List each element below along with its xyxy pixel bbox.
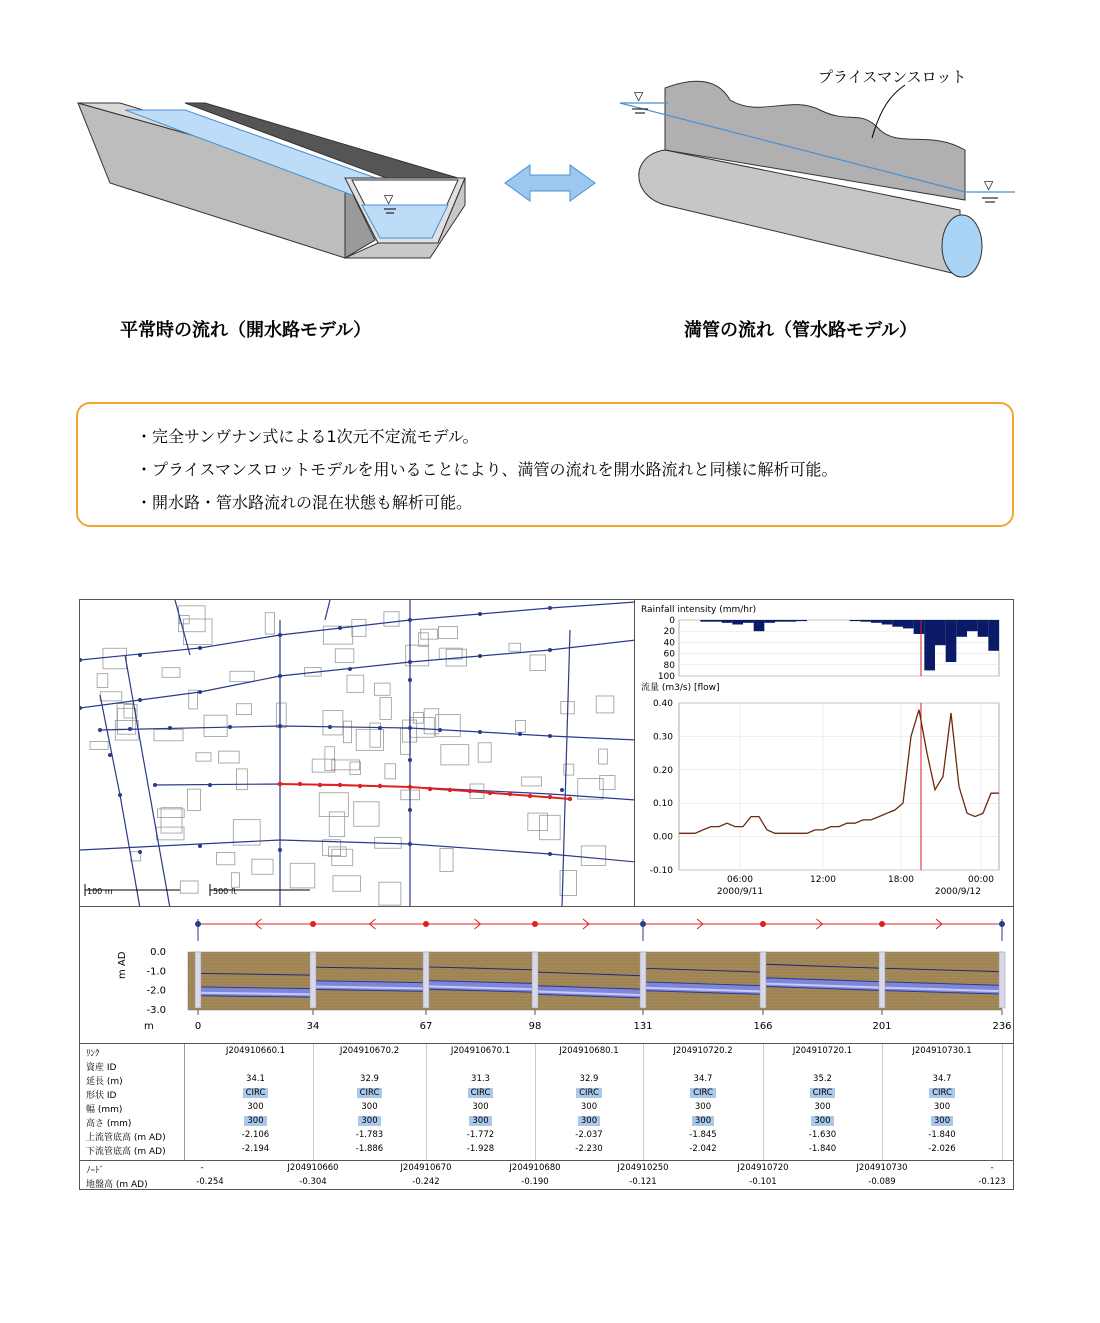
- route-node[interactable]: [548, 795, 552, 799]
- building-outline: [231, 873, 239, 887]
- map-node[interactable]: [138, 653, 142, 657]
- rain-bar: [871, 620, 882, 623]
- route-node[interactable]: [448, 788, 452, 792]
- rain-bar: [700, 620, 711, 622]
- profile-canvas: [80, 907, 1014, 1044]
- building-outline: [380, 698, 391, 720]
- route-node[interactable]: [428, 787, 432, 791]
- profile-node[interactable]: [879, 921, 885, 927]
- link-shape-cell: CIRC: [534, 1088, 644, 1098]
- building-outline: [421, 629, 438, 639]
- building-outline: [161, 808, 182, 833]
- table-section-divider: [80, 1160, 1014, 1161]
- rain-bar: [711, 620, 722, 622]
- map-canvas[interactable]: [80, 600, 635, 907]
- flow-x-tick: 06:00: [727, 875, 753, 885]
- rain-bar: [743, 620, 754, 623]
- map-node[interactable]: [408, 842, 412, 846]
- table-row-label: 資産 ID: [86, 1063, 117, 1073]
- building-outline: [230, 671, 254, 681]
- map-node[interactable]: [548, 648, 552, 652]
- flow-y-tick: 0.40: [652, 699, 673, 709]
- building-outline: [265, 613, 274, 634]
- link-us-invert-cell: -1.840: [928, 1130, 956, 1140]
- link-height-cell: 300: [887, 1116, 997, 1126]
- rain-bar: [914, 620, 925, 634]
- map-node[interactable]: [478, 730, 482, 734]
- building-outline: [180, 881, 198, 893]
- link-shape-cell: CIRC: [426, 1088, 536, 1098]
- node-id-cell: -: [990, 1163, 994, 1173]
- map-node[interactable]: [138, 698, 142, 702]
- open-channel-caption: 平常時の流れ（開水路モデル）: [120, 320, 372, 341]
- rain-bar: [978, 620, 989, 637]
- column-divider: [882, 1044, 883, 1160]
- building-outline: [204, 715, 227, 736]
- rain-bar: [786, 620, 797, 622]
- link-shape-cell: CIRC: [315, 1088, 425, 1098]
- manhole-shaft[interactable]: [310, 952, 316, 1008]
- rain-bar: [775, 620, 786, 622]
- building-outline: [219, 751, 240, 763]
- hydrograph-panel: [634, 599, 1014, 907]
- column-divider: [643, 1044, 644, 1160]
- map-node[interactable]: [198, 690, 202, 694]
- link-height-cell: 300: [768, 1116, 878, 1126]
- route-node[interactable]: [278, 782, 282, 786]
- route-node[interactable]: [298, 782, 302, 786]
- building-outline: [329, 812, 344, 837]
- link-ds-invert-cell: -1.840: [808, 1144, 837, 1154]
- profile-x-tick: 34: [306, 1021, 320, 1032]
- building-outline: [236, 704, 251, 715]
- rain-bar: [796, 620, 807, 621]
- building-outline: [509, 643, 521, 651]
- link-length-cell: 34.7: [693, 1074, 713, 1084]
- building-outline: [528, 813, 548, 830]
- flow-chart-title: 流量 (m3/s) [flow]: [641, 683, 720, 693]
- profile-x-tick: 0: [194, 1021, 202, 1032]
- link-shape-cell: CIRC: [201, 1088, 311, 1098]
- rain-bar: [956, 620, 967, 637]
- link-ds-invert-cell: -1.886: [355, 1144, 384, 1154]
- profile-node[interactable]: [760, 921, 766, 927]
- building-outline: [400, 729, 410, 755]
- building-outline: [385, 764, 396, 779]
- link-height-cell: 300: [534, 1116, 644, 1126]
- info-box: [76, 402, 1014, 527]
- link-us-invert-cell: -1.772: [466, 1130, 495, 1140]
- route-node[interactable]: [358, 784, 362, 788]
- link-id-cell: J204910660.1: [225, 1046, 286, 1056]
- map-node[interactable]: [80, 658, 82, 662]
- building-outline: [350, 762, 361, 774]
- map-node[interactable]: [153, 783, 157, 787]
- link-length-cell: 31.3: [471, 1074, 490, 1084]
- map-node[interactable]: [548, 734, 552, 738]
- link-id-cell: J204910720.1: [792, 1046, 853, 1056]
- link-width-cell: 300: [933, 1102, 951, 1112]
- building-outline: [436, 715, 461, 737]
- map-node[interactable]: [348, 667, 352, 671]
- building-outline: [581, 846, 605, 866]
- link-length-cell: 34.7: [932, 1074, 952, 1084]
- rain-bar: [967, 620, 978, 631]
- map-node[interactable]: [208, 783, 212, 787]
- chart-canvas: [635, 600, 1014, 907]
- route-node[interactable]: [378, 784, 382, 788]
- map-node[interactable]: [198, 646, 202, 650]
- building-outline: [352, 620, 366, 637]
- building-outline: [522, 777, 542, 786]
- link-height-cell: 300: [315, 1116, 425, 1126]
- link-shape-cell: CIRC: [768, 1088, 878, 1098]
- table-row-label: 形状 ID: [86, 1091, 117, 1101]
- rain-bar: [946, 620, 957, 662]
- column-divider: [763, 1044, 764, 1160]
- link-shape-cell: CIRC: [887, 1088, 997, 1098]
- link-id-cell: J204910670.1: [450, 1046, 511, 1056]
- link-ds-invert-cell: -1.928: [466, 1144, 495, 1154]
- node-id-cell: -: [200, 1163, 204, 1173]
- manhole-shaft[interactable]: [423, 952, 429, 1008]
- route-node[interactable]: [338, 783, 342, 787]
- map-node[interactable]: [278, 848, 282, 852]
- link-height-cell: 300: [648, 1116, 758, 1126]
- building-outline: [333, 876, 360, 891]
- manhole-shaft[interactable]: [760, 952, 766, 1008]
- rain-bar: [754, 620, 765, 631]
- link-us-invert-cell: -2.037: [575, 1130, 603, 1140]
- table-row-label: ﾘﾝｸ: [86, 1049, 100, 1059]
- map-node[interactable]: [168, 726, 172, 730]
- map-node[interactable]: [228, 725, 232, 729]
- full-pipe-caption: 満管の流れ（管水路モデル）: [684, 320, 918, 341]
- route-node[interactable]: [468, 789, 472, 793]
- flow-y-tick: -0.10: [649, 866, 673, 876]
- map-node[interactable]: [478, 654, 482, 658]
- rain-bar: [850, 620, 861, 621]
- link-id-cell: J204910670.2: [339, 1046, 400, 1056]
- link-length-cell: 34.1: [246, 1074, 265, 1084]
- link-length-cell: 35.2: [813, 1074, 832, 1084]
- route-node[interactable]: [508, 792, 512, 796]
- rain-bar: [882, 620, 893, 624]
- map-node[interactable]: [98, 728, 102, 732]
- profile-y-tick: -1.0: [146, 966, 166, 978]
- building-outline: [379, 882, 401, 905]
- node-id-cell: J204910250: [617, 1163, 669, 1173]
- rain-bar: [764, 620, 775, 623]
- building-outline: [600, 776, 615, 790]
- flow-x-date: 2000/9/12: [934, 887, 981, 897]
- map-node[interactable]: [278, 633, 282, 637]
- flow-y-tick: 0.20: [652, 765, 673, 776]
- building-outline: [515, 720, 525, 732]
- column-divider: [1002, 1044, 1003, 1160]
- rain-bar: [892, 620, 903, 627]
- manhole-shaft[interactable]: [999, 952, 1005, 1008]
- water-level-mark-right: ▽: [984, 178, 994, 192]
- link-ds-invert-cell: -2.026: [928, 1144, 956, 1154]
- node-ground-cell: -0.123: [978, 1177, 1006, 1187]
- map-node[interactable]: [128, 727, 132, 731]
- building-outline: [100, 692, 122, 701]
- profile-x-tick: 131: [633, 1021, 653, 1032]
- building-outline: [323, 711, 343, 735]
- node-id-cell: J204910670: [400, 1163, 452, 1173]
- map-node[interactable]: [198, 844, 202, 848]
- route-node[interactable]: [408, 785, 412, 789]
- slot-label: プライスマンスロット: [818, 68, 967, 86]
- link-length-cell: 32.9: [360, 1074, 379, 1084]
- node-id-cell: J204910680: [509, 1163, 561, 1173]
- building-outline: [335, 649, 354, 663]
- link-us-invert-cell: -1.783: [355, 1130, 384, 1140]
- open-channel-illustration: [78, 103, 465, 258]
- building-outline: [347, 675, 364, 692]
- map-node[interactable]: [118, 793, 122, 797]
- route-node[interactable]: [318, 783, 322, 787]
- manhole-shaft[interactable]: [879, 952, 885, 1008]
- rain-bar: [722, 620, 733, 623]
- link-width-cell: 300: [814, 1102, 831, 1112]
- map-node[interactable]: [408, 618, 412, 622]
- link-width-cell: 300: [580, 1102, 598, 1112]
- link-height-cell: 300: [201, 1116, 311, 1126]
- building-outline: [156, 827, 184, 840]
- rain-bar: [988, 620, 999, 651]
- water-level-mark-left: ▽: [634, 89, 644, 103]
- table-row-label: 高さ (mm): [86, 1119, 132, 1129]
- node-row-label: ﾉｰﾄﾞ: [86, 1166, 105, 1176]
- rain-chart-title: Rainfall intensity (mm/hr): [641, 605, 757, 615]
- map-node[interactable]: [408, 726, 412, 730]
- link-width-cell: 300: [361, 1102, 378, 1112]
- table-row-label: 延長 (m): [86, 1077, 123, 1087]
- flow-plot-area: [679, 703, 999, 870]
- building-outline: [216, 853, 234, 865]
- node-ground-cell: -0.190: [521, 1177, 549, 1187]
- profile-x-tick: 201: [872, 1021, 892, 1032]
- map-node[interactable]: [278, 724, 282, 728]
- node-id-cell: J204910660: [287, 1163, 339, 1173]
- flow-y-tick: 0.30: [652, 732, 673, 743]
- flow-x-tick: 00:00: [968, 875, 994, 885]
- map-node[interactable]: [408, 678, 412, 682]
- node-id-cell: J204910720: [737, 1163, 789, 1173]
- flow-x-date: 2000/9/11: [716, 887, 764, 897]
- profile-x-tick: 98: [528, 1021, 542, 1032]
- map-node[interactable]: [548, 606, 552, 610]
- manhole-shaft[interactable]: [640, 952, 646, 1008]
- building-outline: [375, 683, 391, 695]
- building-outline: [162, 668, 180, 678]
- map-node[interactable]: [478, 612, 482, 616]
- node-ground-cell: -0.101: [749, 1177, 777, 1187]
- node-ground-cell: -0.089: [868, 1177, 896, 1187]
- map-node[interactable]: [338, 626, 342, 630]
- building-outline: [530, 655, 546, 671]
- info-bullet: ・プライスマンスロットモデルを用いることにより、満管の流れを開水路流れと同様に解析可能。: [136, 460, 838, 479]
- full-pipe-illustration: [620, 81, 1015, 277]
- link-id-cell: J204910680.1: [559, 1046, 619, 1056]
- flow-x-tick: 12:00: [810, 875, 836, 885]
- manhole-shaft[interactable]: [532, 952, 538, 1008]
- info-bullet: ・開水路・管水路流れの混在状態も解析可能。: [136, 493, 473, 512]
- building-outline: [187, 789, 200, 810]
- link-us-invert-cell: -1.630: [808, 1130, 837, 1140]
- building-outline: [236, 769, 247, 790]
- rain-bar: [903, 620, 914, 628]
- building-outline: [478, 743, 491, 762]
- double-arrow-icon: [505, 165, 595, 201]
- building-outline: [97, 674, 108, 688]
- profile-y-label: m AD: [117, 951, 128, 979]
- profile-y-tick: 0.0: [150, 947, 166, 958]
- building-outline: [196, 753, 211, 761]
- building-outline: [354, 802, 379, 826]
- building-outline: [332, 849, 353, 865]
- link-width-cell: 300: [247, 1102, 264, 1112]
- building-outline: [384, 612, 399, 626]
- rain-y-tick: 80: [663, 660, 675, 671]
- building-outline: [599, 749, 608, 764]
- link-shape-cell: CIRC: [648, 1088, 758, 1098]
- building-outline: [441, 745, 469, 765]
- map-node[interactable]: [278, 674, 282, 678]
- map-node[interactable]: [438, 728, 442, 732]
- link-us-invert-cell: -1.845: [689, 1130, 717, 1140]
- map-node[interactable]: [108, 753, 112, 757]
- profile-y-tick: -2.0: [146, 985, 166, 997]
- table-divider: [184, 1044, 185, 1160]
- link-id-cell: J204910730.1: [912, 1046, 972, 1056]
- link-width-cell: 300: [472, 1102, 489, 1112]
- route-node[interactable]: [528, 794, 532, 798]
- link-property-table: [79, 1043, 1014, 1190]
- building-outline: [319, 793, 348, 817]
- map-node[interactable]: [408, 758, 412, 762]
- building-outline: [438, 626, 457, 638]
- profile-node[interactable]: [423, 921, 429, 927]
- map-node[interactable]: [408, 660, 412, 664]
- flow-y-tick: 0.10: [652, 799, 673, 810]
- building-outline: [540, 815, 561, 839]
- building-outline: [276, 703, 286, 728]
- rain-y-tick: 60: [663, 649, 675, 660]
- link-width-cell: 300: [694, 1102, 712, 1112]
- profile-x-label: m: [144, 1021, 154, 1032]
- building-outline: [440, 848, 453, 871]
- route-node[interactable]: [488, 791, 492, 795]
- water-level-mark: ▽: [384, 192, 394, 206]
- rain-bar: [732, 620, 743, 624]
- map-node[interactable]: [518, 732, 522, 736]
- rain-y-tick: 0: [669, 616, 675, 626]
- scale-feet: 500 ft: [213, 887, 237, 896]
- map-node[interactable]: [560, 788, 564, 792]
- building-outline: [290, 863, 315, 888]
- building-outline: [418, 633, 428, 646]
- building-outline: [115, 720, 138, 740]
- map-node[interactable]: [548, 852, 552, 856]
- table-row-label: 幅 (mm): [86, 1105, 123, 1115]
- link-ds-invert-cell: -2.230: [575, 1144, 603, 1154]
- rain-y-tick: 20: [663, 627, 675, 638]
- node-id-cell: J204910730: [856, 1163, 908, 1173]
- rain-bar: [924, 620, 935, 670]
- map-node[interactable]: [408, 808, 412, 812]
- map-node[interactable]: [138, 850, 142, 854]
- profile-x-tick: 236: [992, 1021, 1012, 1032]
- profile-y-tick: -3.0: [146, 1005, 166, 1016]
- link-length-cell: 32.9: [579, 1074, 599, 1084]
- building-outline: [343, 721, 351, 743]
- building-outline: [154, 729, 183, 740]
- map-node[interactable]: [80, 706, 82, 710]
- link-ds-invert-cell: -2.042: [689, 1144, 717, 1154]
- table-row-label: 上流管底高 (m AD): [86, 1133, 166, 1143]
- node-ground-cell: -0.121: [629, 1177, 657, 1187]
- scale-meters: 100 m: [87, 887, 113, 896]
- building-outline: [117, 704, 133, 730]
- node-ground-cell: -0.242: [412, 1177, 440, 1187]
- rain-y-tick: 40: [663, 638, 675, 649]
- building-outline: [90, 741, 108, 749]
- building-outline: [157, 809, 184, 818]
- link-id-cell: J204910720.2: [673, 1046, 733, 1056]
- building-outline: [596, 696, 614, 713]
- long-section-profile: [79, 906, 1014, 1044]
- manhole-shaft[interactable]: [195, 952, 201, 1008]
- flow-x-tick: 18:00: [888, 875, 914, 885]
- table-row-label: 下流管底高 (m AD): [86, 1147, 166, 1157]
- link-height-cell: 300: [426, 1116, 536, 1126]
- rain-bar: [935, 620, 946, 645]
- building-outline: [103, 648, 127, 669]
- building-outline: [252, 859, 273, 874]
- link-ds-invert-cell: -2.194: [241, 1144, 270, 1154]
- map-node[interactable]: [328, 725, 332, 729]
- profile-node[interactable]: [310, 921, 316, 927]
- building-outline: [328, 847, 346, 857]
- profile-x-tick: 166: [753, 1021, 773, 1032]
- profile-node[interactable]: [532, 921, 538, 927]
- profile-x-tick: 67: [419, 1021, 433, 1032]
- node-ground-cell: -0.254: [196, 1177, 224, 1187]
- network-map[interactable]: [79, 599, 635, 907]
- node-ground-cell: -0.304: [299, 1177, 327, 1187]
- rain-bar: [860, 620, 871, 622]
- link-us-invert-cell: -2.106: [241, 1130, 270, 1140]
- info-bullet: ・完全サンヴナン式による1次元不定流モデル。: [136, 427, 479, 446]
- rain-y-tick: 100: [657, 672, 675, 682]
- route-node[interactable]: [568, 797, 572, 801]
- map-node[interactable]: [378, 726, 382, 730]
- building-outline: [332, 760, 360, 770]
- ground-row-label: 地盤高 (m AD): [86, 1180, 148, 1190]
- flow-y-tick: 0.00: [652, 832, 673, 843]
